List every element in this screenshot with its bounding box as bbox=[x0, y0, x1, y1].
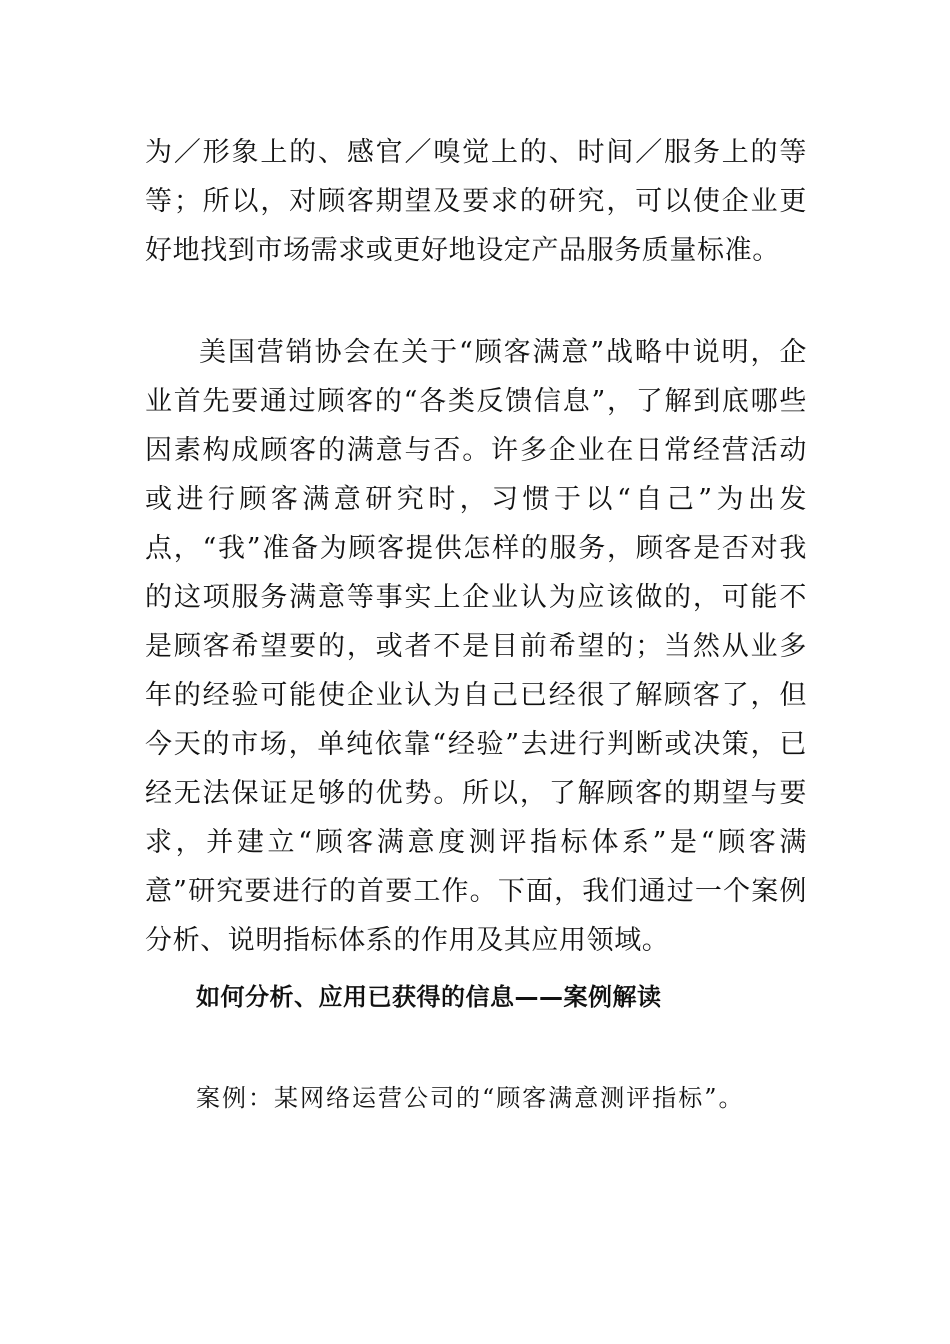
body-paragraph-1: 为／形象上的、感官／嗅觉上的、时间／服务上的等等；所以，对顾客期望及要求的研究，可以使企业更好地找到市场需求或更好地设定产品服务质量标准。 bbox=[145, 137, 807, 266]
section-heading: 如何分析、应用已获得的信息——案例解读 bbox=[196, 983, 662, 1011]
case-title: 案例：某网络运营公司的“顾客满意测评指标”。 bbox=[196, 1084, 745, 1112]
body-paragraph-2: 美国营销协会在关于“顾客满意”战略中说明，企业首先要通过顾客的“各类反馈信息”，了解到底哪些因素构成顾客的满意与否。许多企业在日常经营活动或进行顾客满意研究时，习惯于以“自己”为出发点，“我”准备为顾客提供怎样的服务，顾客是否对我的这项服务满意等事实上企业认为应该做的，可能不是顾客希望要的，或者不是目前希望的；当然从业多年的经验可能使企业认为自己已经很了解顾客了，但今天的市场，单纯依靠“经验”去进行判断或决策，已经无法保证足够的优势。所以，了解顾客的期望与要求，并建立“顾客满意度测评指标体系”是“顾客满意”研究要进行的首要工作。下面，我们通过一个案例分析、说明指标体系的作用及其应用领域。 bbox=[145, 337, 807, 956]
